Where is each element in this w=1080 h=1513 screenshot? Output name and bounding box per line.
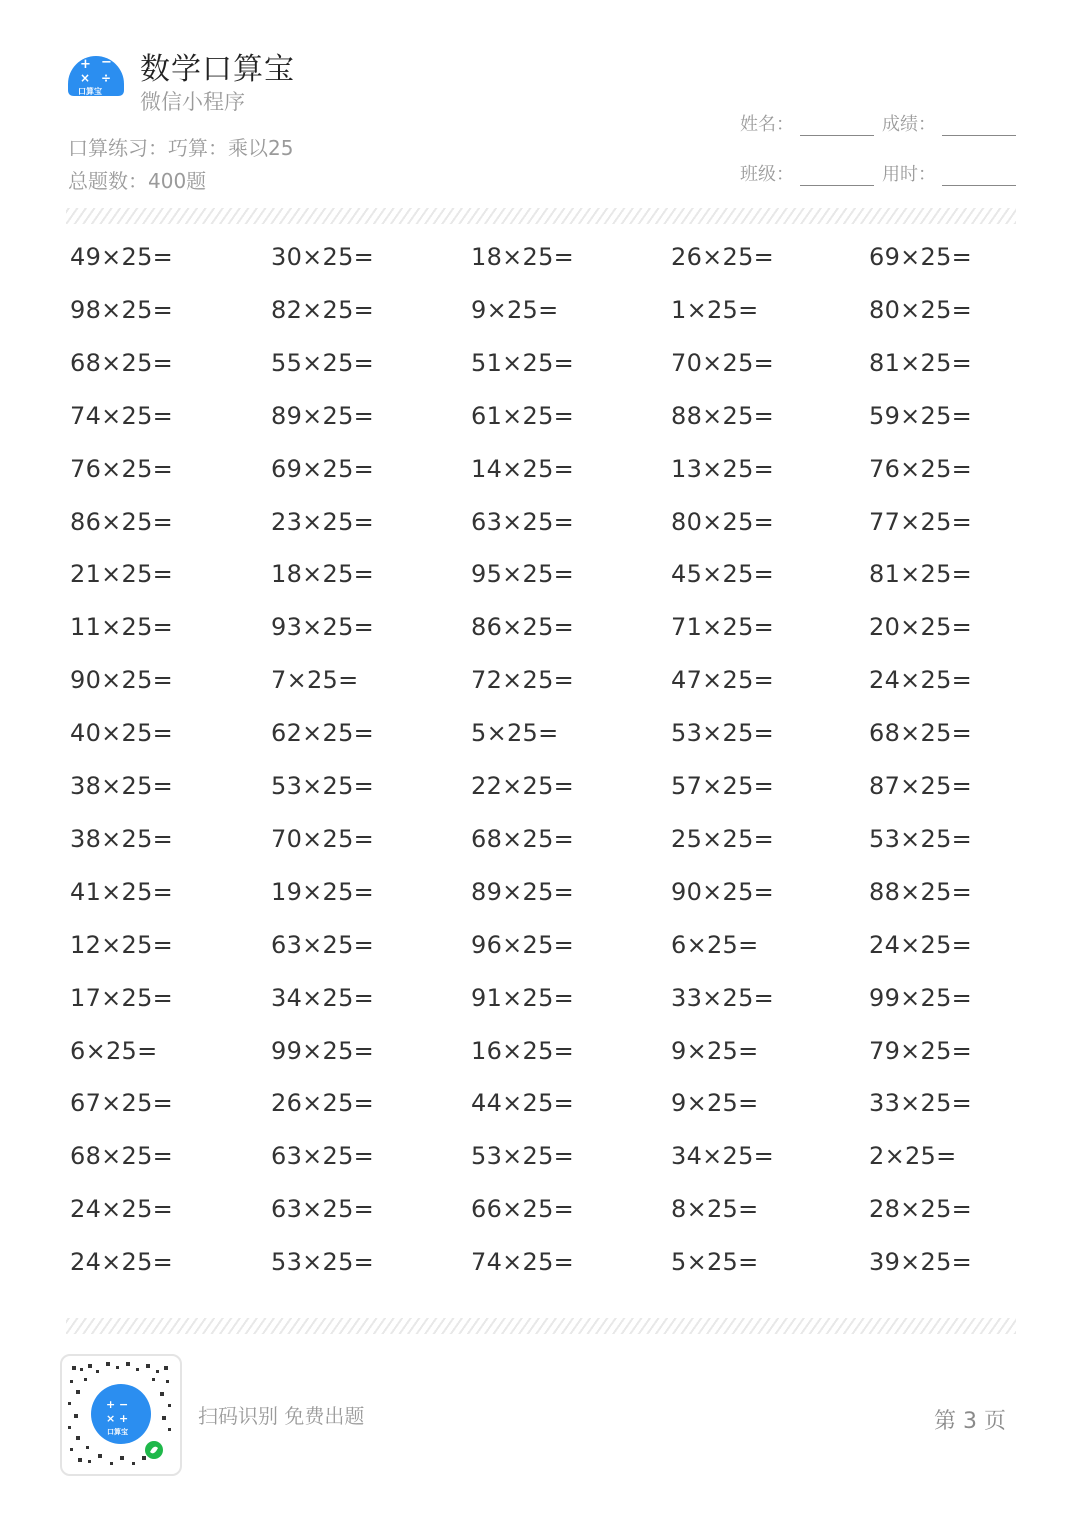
problem-item: 6×25= — [671, 931, 759, 959]
problem-item: 49×25= — [70, 243, 174, 271]
practice-title: 口算练习：巧算：乘以25 — [68, 136, 294, 160]
svg-text:÷: ÷ — [101, 71, 112, 85]
problem-item: 9×25= — [471, 296, 559, 324]
svg-text:+ −: + − — [106, 1398, 129, 1411]
problem-item: 59×25= — [869, 402, 973, 430]
problem-item: 87×25= — [869, 772, 973, 800]
problem-item: 57×25= — [671, 772, 775, 800]
problem-item: 72×25= — [471, 666, 575, 694]
time-label: 用时： — [882, 164, 936, 185]
problem-item: 20×25= — [869, 613, 973, 641]
problem-item: 68×25= — [471, 825, 575, 853]
problem-item: 25×25= — [671, 825, 775, 853]
problem-item: 34×25= — [271, 984, 375, 1012]
logo-text: 口算宝 — [78, 87, 102, 96]
problem-item: 86×25= — [70, 508, 174, 536]
problem-item: 6×25= — [70, 1037, 158, 1065]
time-blank — [942, 165, 1016, 186]
problem-item: 28×25= — [869, 1195, 973, 1223]
svg-text:×: × — [80, 71, 91, 85]
problem-item: 12×25= — [70, 931, 174, 959]
problem-item: 69×25= — [271, 455, 375, 483]
problem-item: 89×25= — [271, 402, 375, 430]
problem-item: 33×25= — [671, 984, 775, 1012]
problem-item: 81×25= — [869, 560, 973, 588]
total-count: 总题数：400题 — [68, 169, 207, 193]
problem-item: 23×25= — [271, 508, 375, 536]
problem-item: 86×25= — [471, 613, 575, 641]
problem-item: 62×25= — [271, 719, 375, 747]
problem-item: 53×25= — [471, 1142, 575, 1170]
qr-code-icon — [62, 1356, 180, 1474]
problem-item: 44×25= — [471, 1089, 575, 1117]
problem-item: 41×25= — [70, 878, 174, 906]
problem-item: 63×25= — [271, 1195, 375, 1223]
problem-item: 33×25= — [869, 1089, 973, 1117]
problem-item: 77×25= — [869, 508, 973, 536]
problem-item: 74×25= — [70, 402, 174, 430]
problem-item: 40×25= — [70, 719, 174, 747]
problem-item: 26×25= — [271, 1089, 375, 1117]
worksheet-footer — [0, 1340, 1080, 1513]
problem-item: 47×25= — [671, 666, 775, 694]
problem-item: 38×25= — [70, 825, 174, 853]
problem-item: 76×25= — [70, 455, 174, 483]
problem-item: 63×25= — [471, 508, 575, 536]
app-title: 数学口算宝 — [140, 52, 295, 87]
problem-item: 99×25= — [869, 984, 973, 1012]
scan-instruction: 扫码识别 免费出题 — [198, 1404, 365, 1428]
svg-text:× +: × + — [106, 1412, 129, 1425]
top-divider — [66, 208, 1016, 224]
problem-item: 7×25= — [271, 666, 359, 694]
problem-item: 71×25= — [671, 613, 775, 641]
name-field — [740, 110, 874, 136]
problem-item: 24×25= — [70, 1248, 174, 1276]
problem-item: 9×25= — [671, 1037, 759, 1065]
problem-item: 80×25= — [671, 508, 775, 536]
problem-item: 70×25= — [271, 825, 375, 853]
problem-item: 14×25= — [471, 455, 575, 483]
problem-item: 13×25= — [671, 455, 775, 483]
bottom-divider — [66, 1318, 1016, 1334]
problem-item: 30×25= — [271, 243, 375, 271]
problem-item: 24×25= — [70, 1195, 174, 1223]
problem-item: 38×25= — [70, 772, 174, 800]
problem-item: 90×25= — [671, 878, 775, 906]
problem-item: 18×25= — [471, 243, 575, 271]
problem-item: 19×25= — [271, 878, 375, 906]
page-number: 第 3 页 — [934, 1409, 1006, 1434]
name-label: 姓名： — [740, 114, 794, 135]
problem-item: 88×25= — [671, 402, 775, 430]
problem-item: 16×25= — [471, 1037, 575, 1065]
problem-item: 24×25= — [869, 931, 973, 959]
app-logo-icon — [64, 44, 128, 108]
problem-item: 89×25= — [471, 878, 575, 906]
problem-item: 80×25= — [869, 296, 973, 324]
problem-item: 81×25= — [869, 349, 973, 377]
problem-item: 98×25= — [70, 296, 174, 324]
problem-item: 82×25= — [271, 296, 375, 324]
problem-item: 39×25= — [869, 1248, 973, 1276]
problem-item: 5×25= — [671, 1248, 759, 1276]
class-blank — [800, 165, 874, 186]
problem-item: 9×25= — [671, 1089, 759, 1117]
problem-item: 93×25= — [271, 613, 375, 641]
problem-item: 53×25= — [671, 719, 775, 747]
name-blank — [800, 115, 874, 136]
problem-item: 45×25= — [671, 560, 775, 588]
problem-item: 1×25= — [671, 296, 759, 324]
app-subtitle: 微信小程序 — [140, 90, 245, 114]
worksheet-header — [0, 0, 1080, 210]
problem-item: 18×25= — [271, 560, 375, 588]
qr-code[interactable] — [60, 1354, 182, 1476]
problem-item: 24×25= — [869, 666, 973, 694]
score-field — [882, 110, 1016, 136]
svg-text:+: + — [80, 57, 91, 72]
problem-item: 74×25= — [471, 1248, 575, 1276]
problem-item: 69×25= — [869, 243, 973, 271]
problem-item: 22×25= — [471, 772, 575, 800]
problem-item: 96×25= — [471, 931, 575, 959]
problem-item: 34×25= — [671, 1142, 775, 1170]
problem-item: 67×25= — [70, 1089, 174, 1117]
problem-item: 11×25= — [70, 613, 174, 641]
problem-item: 63×25= — [271, 1142, 375, 1170]
score-blank — [942, 115, 1016, 136]
problem-item: 53×25= — [271, 1248, 375, 1276]
score-label: 成绩： — [882, 114, 936, 135]
class-field — [740, 160, 874, 186]
problem-item: 99×25= — [271, 1037, 375, 1065]
problem-item: 26×25= — [671, 243, 775, 271]
problem-item: 90×25= — [70, 666, 174, 694]
class-label: 班级： — [740, 164, 794, 185]
problem-item: 2×25= — [869, 1142, 957, 1170]
problem-item: 66×25= — [471, 1195, 575, 1223]
problem-item: 17×25= — [70, 984, 174, 1012]
problem-item: 53×25= — [869, 825, 973, 853]
problem-item: 5×25= — [471, 719, 559, 747]
problem-item: 95×25= — [471, 560, 575, 588]
problem-item: 53×25= — [271, 772, 375, 800]
problem-item: 70×25= — [671, 349, 775, 377]
qr-logo-text: 口算宝 — [107, 1428, 128, 1436]
svg-text:−: − — [101, 55, 112, 70]
problem-item: 51×25= — [471, 349, 575, 377]
problem-item: 21×25= — [70, 560, 174, 588]
problem-item: 79×25= — [869, 1037, 973, 1065]
problem-item: 8×25= — [671, 1195, 759, 1223]
problem-item: 55×25= — [271, 349, 375, 377]
problem-item: 76×25= — [869, 455, 973, 483]
problem-item: 63×25= — [271, 931, 375, 959]
problem-item: 68×25= — [70, 1142, 174, 1170]
problem-item: 68×25= — [869, 719, 973, 747]
problem-item: 88×25= — [869, 878, 973, 906]
time-field — [882, 160, 1016, 186]
problem-item: 61×25= — [471, 402, 575, 430]
problem-item: 91×25= — [471, 984, 575, 1012]
problem-item: 68×25= — [70, 349, 174, 377]
